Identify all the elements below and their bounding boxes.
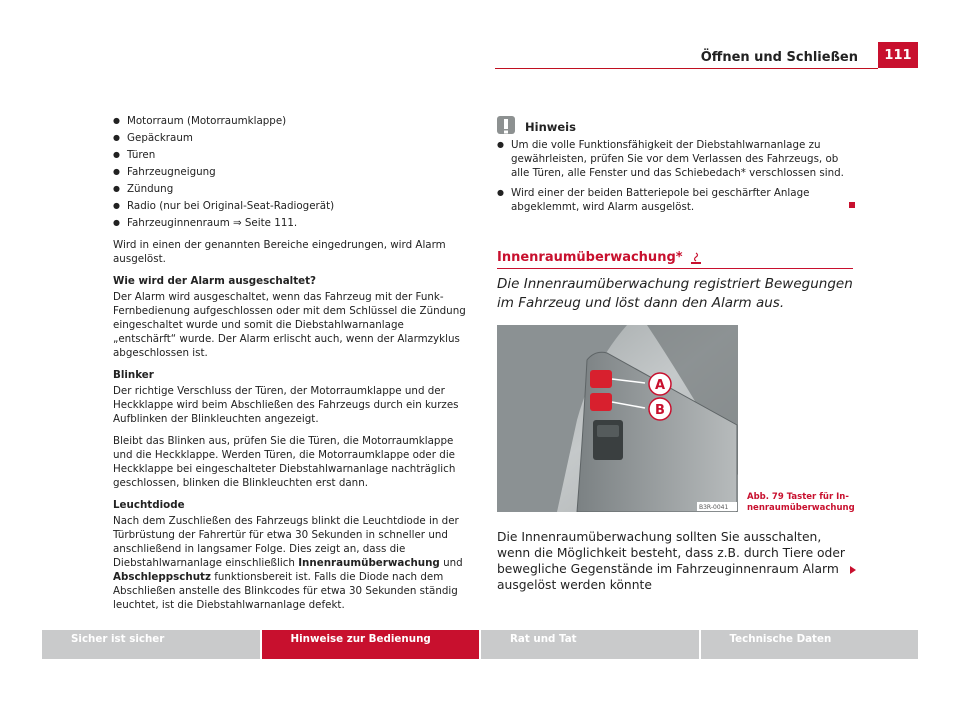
switch-panel-illustration <box>497 325 738 512</box>
left-column <box>113 114 469 620</box>
led-term-interior: Innenraumüberwachung <box>298 557 440 569</box>
heading-blinker: Blinker <box>113 369 154 381</box>
figure-switch-panel <box>497 325 738 512</box>
figure-label-a: A <box>654 378 666 393</box>
page-number: 111 <box>878 42 918 68</box>
zone-list <box>113 114 469 230</box>
tab-safety[interactable]: Sicher ist sicher <box>42 630 260 659</box>
section-body: Die Innenraumüberwachung sollten Sie ausschalten, wenn die Möglichkeit besteht, dass z.B. durch Tiere oder bewegliche Gegenstände im Fahrzeuginnenraum Alarm ausgelöst werden könnte <box>497 530 845 592</box>
section-intro: Die Innenraumüberwachung registriert Bewegungen im Fahrzeug und löst dann den Alarm aus. <box>497 276 853 311</box>
caption-line-1: Abb. 79 Taster für In- <box>747 492 849 502</box>
hinweis-box <box>497 116 851 220</box>
paragraph-led <box>113 514 469 612</box>
hinweis-item: ● Wird einer der beiden Batteriepole bei geschärfter Anlage abgeklemmt, wird Alarm ausgelöst. <box>497 186 851 214</box>
page-header-title: Öffnen und Schließen <box>700 50 858 65</box>
section-title: Innenraumüberwachung* <box>497 250 683 265</box>
caption-line-2: nenraumüberwachung <box>747 503 855 513</box>
hinweis-list <box>497 138 851 214</box>
hinweis-header <box>497 116 851 134</box>
figure-caption <box>747 492 855 514</box>
hinweis-item: ● Um die volle Funktionsfähigkeit der Diebstahlwarnanlage zu gewährleisten, prüfen Sie vor dem Verlassen des Fahrzeugs, ob alle Türen, alle Fenster und das Schiebedach* verschlossen sind. <box>497 138 851 180</box>
section-heading <box>497 250 703 265</box>
tab-advice[interactable]: Rat und Tat <box>481 630 699 659</box>
figure-code: B3R-0041 <box>699 504 729 511</box>
list-item: ● Türen <box>113 148 469 162</box>
paragraph-blinker-1: Der richtige Verschluss der Türen, der Motorraumklappe und der Heckklappe wird beim Abschließen des Fahrzeugs durch ein kurzes Aufblinken der Blinkleuchten angezeigt. <box>113 385 459 425</box>
tab-technical[interactable]: Technische Daten <box>701 630 919 659</box>
figure-label-b: B <box>655 403 665 418</box>
led-term-tow: Abschleppschutz <box>113 571 211 583</box>
section-end-marker <box>849 202 855 208</box>
list-item: ● Motorraum (Motorraumklappe) <box>113 114 469 128</box>
led-text-c: funktionsbereit ist. Falls die Diode nach dem Abschließen anstelle des Blinkcodes für etwa 30 Sekunden ständig leuchtet, ist die Diebstahlwarnanlage defekt. <box>113 571 458 611</box>
tab-operation[interactable]: Hinweise zur Bedienung <box>262 630 480 659</box>
list-item: ● Fahrzeugneigung <box>113 165 469 179</box>
paragraph-intro: Wird in einen der genannten Bereiche eingedrungen, wird Alarm ausgelöst. <box>113 239 446 265</box>
list-item-link[interactable]: ● Fahrzeuginnenraum ⇒ Seite 111. <box>113 216 469 230</box>
header-rule <box>495 68 878 69</box>
list-item: ● Radio (nur bei Original-Seat-Radiogerät) <box>113 199 469 213</box>
list-item: ● Gepäckraum <box>113 131 469 145</box>
paragraph-blinker-2: Bleibt das Blinken aus, prüfen Sie die Türen, die Motorraumklappe und die Heckklappe. Werden Türen, die Motorraumklappe oder die Heckklappe bei eingeschalteter Diebstahlwarnanlage nachträglich geschlossen, blinken die Blinkleuchten erst dann. <box>113 435 456 489</box>
led-text-and: und <box>439 557 463 569</box>
section-rule <box>497 268 853 269</box>
interior-monitor-icon <box>689 251 703 265</box>
heading-alarm: Wie wird der Alarm ausgeschaltet? <box>113 275 316 287</box>
heading-led: Leuchtdiode <box>113 499 185 511</box>
info-note-icon <box>497 116 515 134</box>
button-a <box>590 370 612 388</box>
list-item: ● Zündung <box>113 182 469 196</box>
hinweis-title: Hinweis <box>525 120 576 134</box>
button-b <box>590 393 612 411</box>
led-text-a: Nach dem Zuschließen des Fahrzeugs blinkt die Leuchtdiode in der Türbrüstung der Fahrertür für etwa 30 Sekunden in schneller und anschließend in langsamer Folge. Dies zeigt an, dass die Diebstahlwarnanlage einschließlich <box>113 515 459 569</box>
paragraph-alarm: Der Alarm wird ausgeschaltet, wenn das Fahrzeug mit der Funk-Fernbedienung aufgeschlossen oder mit dem Schlüssel die Zündung eingeschaltet wurde und somit die Diebstahlwarnanlage „entschärft“ wurde. Der Alarm erlischt auch, wenn der Alarmzyklus abgeschlossen ist. <box>113 291 466 359</box>
continue-arrow-icon <box>850 566 856 574</box>
footer-nav <box>42 630 918 659</box>
